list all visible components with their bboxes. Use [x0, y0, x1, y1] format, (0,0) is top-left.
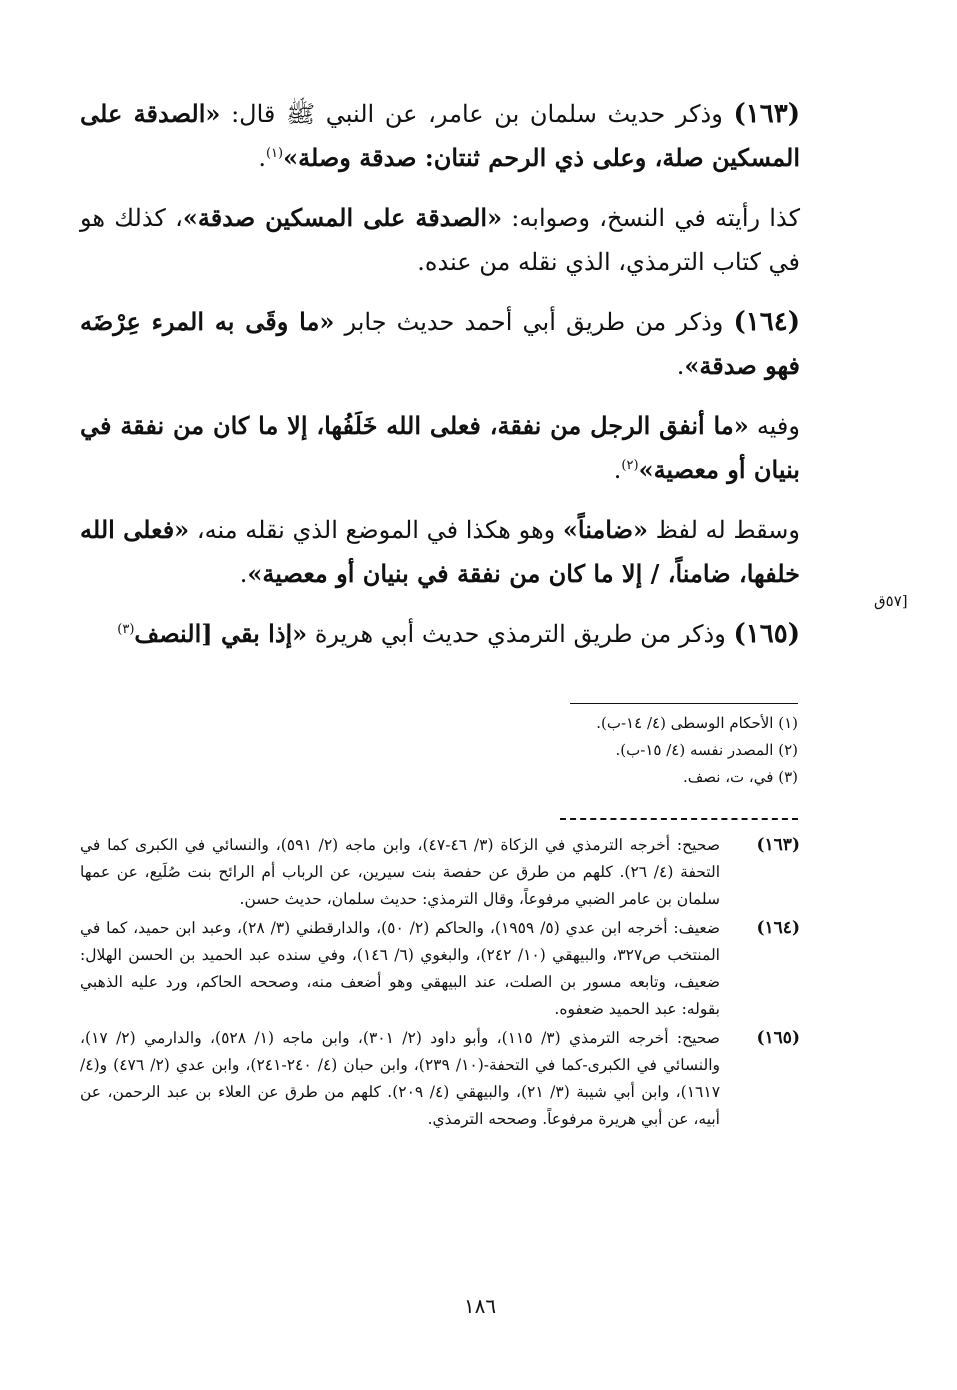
paragraph-165: (١٦٥) وذكر من طريق الترمذي حديث أبي هريرة «إذا بقي [النصف$^{(٣)}$ — [117, 619, 800, 649]
hadith-quote: «ما وقَى به المرء عِرْضَه فهو صدقة» — [80, 307, 800, 380]
footnote-ref[interactable]: (١) — [265, 146, 284, 161]
hadith-number: (١٦٤) — [733, 307, 800, 337]
hadith-quote: «إذا بقي [النصف — [134, 619, 308, 648]
takhrij-item — [80, 832, 800, 913]
hadith-quote: «ضامناً» — [562, 515, 648, 544]
takhrij-divider — [560, 818, 798, 820]
hadith-number: (١٦٣) — [733, 99, 800, 129]
takhrij-text: صحيح: أخرجه الترمذي في الزكاة (٣/ ٤٦-٤٧)، وابن ماجه (٢/ ٥٩١)، والنسائي في الكبرى كما في التحفة (٤/ ٢٦). كلهم من طرق عن حفصة بنت سيرين، عن الرباب أم الرائح بنت صُلَيع، عن عمها سلمان بن عامر الضبي مرفوعاً، وقال الترمذي: حديث سلمان، حديث حسن. — [80, 836, 721, 908]
takhrij-number: (١٦٥) — [756, 1028, 800, 1048]
paragraph-163: (١٦٣) وذكر حديث سلمان بن عامر، عن النبي ﷺ قال: «الصدقة على المسكين صلة، وعلى ذي الرحم ثنتان: صدقة وصلة»$^{(١)}$. — [80, 99, 800, 172]
footnote-ref[interactable]: (٢) — [621, 458, 639, 473]
page-number: ١٨٦ — [463, 1294, 497, 1318]
paragraph-saqat: وسقط له لفظ «ضامناً» وهو هكذا في الموضع الذي نقله منه، «فعلى الله خلفها، ضامناً، / إلا ما كان من نفقة في بنيان أو معصية». — [80, 515, 800, 588]
paragraph-comment: كذا رأيته في النسخ، وصوابه: «الصدقة على المسكين صدقة»، كذلك هو في كتاب الترمذي، الذي نقله من عنده. — [80, 203, 800, 276]
footnote-divider — [570, 703, 798, 704]
paragraph-164: (١٦٤) وذكر من طريق أبي أحمد حديث جابر «ما وقَى به المرء عِرْضَه فهو صدقة». — [80, 307, 800, 380]
takhrij-number: (١٦٣) — [756, 835, 800, 855]
takhrij-text: صحيح: أخرجه الترمذي (٣/ ١١٥)، وأبو داود (٢/ ٣٠١)، وابن ماجه (١/ ٥٢٨)، والدارمي (٢/ ١٧)، والنسائي في الكبرى-كما في التحفة-(١٠/ ٢٣٩)، وابن حبان (٤/ ٢٤٠-٢٤١)، وابن عدي (٢/ ٤٧٦) و(٤/ ١٦١٧)، وابن أبي شيبة (٣/ ٢١)، والبيهقي (٤/ ٢٠٩). كلهم من طرق عن العلاء بن عبد الرحمن، عن أبيه، عن أبي هريرة مرفوعاً. وصححه الترمذي. — [80, 1029, 721, 1128]
main-text — [80, 92, 800, 672]
footnote-item: (١) الأحكام الوسطى (٤/ ١٤-ب). — [596, 714, 798, 732]
hadith-quote: «الصدقة على المسكين صدقة» — [182, 203, 503, 232]
hadith-number: (١٦٥) — [733, 619, 800, 649]
footnotes — [480, 710, 798, 791]
hadith-quote: «فعلى الله خلفها، ضامناً، / إلا ما كان من نفقة في بنيان أو معصية» — [80, 515, 800, 588]
takhrij-number: (١٦٤) — [756, 918, 800, 938]
manuscript-folio-marker: [٥٧ق — [874, 592, 908, 610]
footnote-item: (٢) المصدر نفسه (٤/ ١٥-ب). — [615, 741, 798, 759]
footnote-ref[interactable]: (٣) — [117, 622, 135, 637]
takhrij-item — [80, 915, 800, 1023]
takhrij-notes — [80, 832, 800, 1135]
hadith-quote: «الصدقة على المسكين صلة، وعلى ذي الرحم ثنتان: صدقة وصلة» — [80, 99, 800, 172]
hadith-quote: «ما أنفق الرجل من نفقة، فعلى الله خَلَفُها، إلا ما كان من نفقة في بنيان أو معصية» — [80, 411, 800, 484]
paragraph-fihi: وفيه «ما أنفق الرجل من نفقة، فعلى الله خَلَفُها، إلا ما كان من نفقة في بنيان أو معصية»$^{(٢)}$. — [80, 411, 800, 484]
takhrij-item — [80, 1025, 800, 1133]
takhrij-text: ضعيف: أخرجه ابن عدي (٥/ ١٩٥٩)، والحاكم (٢/ ٥٠)، والدارقطني (٣/ ٢٨)، وعبد ابن حميد، كما في المنتخب ص٣٢٧، والبيهقي (١٠/ ٢٤٢)، والبغوي (٦/ ١٤٦)، وفي سنده عبد الحميد بن الحسن الهلال: ضعيف، وتابعه مسور بن الصلت، عند البيهقي وهو أضعف منه، وصححه الحاكم، ورد عليه الذهبي بقوله: عبد الحميد ضعفوه. — [80, 919, 721, 1018]
footnote-item: (٣) في، ت، نصف. — [682, 768, 798, 786]
